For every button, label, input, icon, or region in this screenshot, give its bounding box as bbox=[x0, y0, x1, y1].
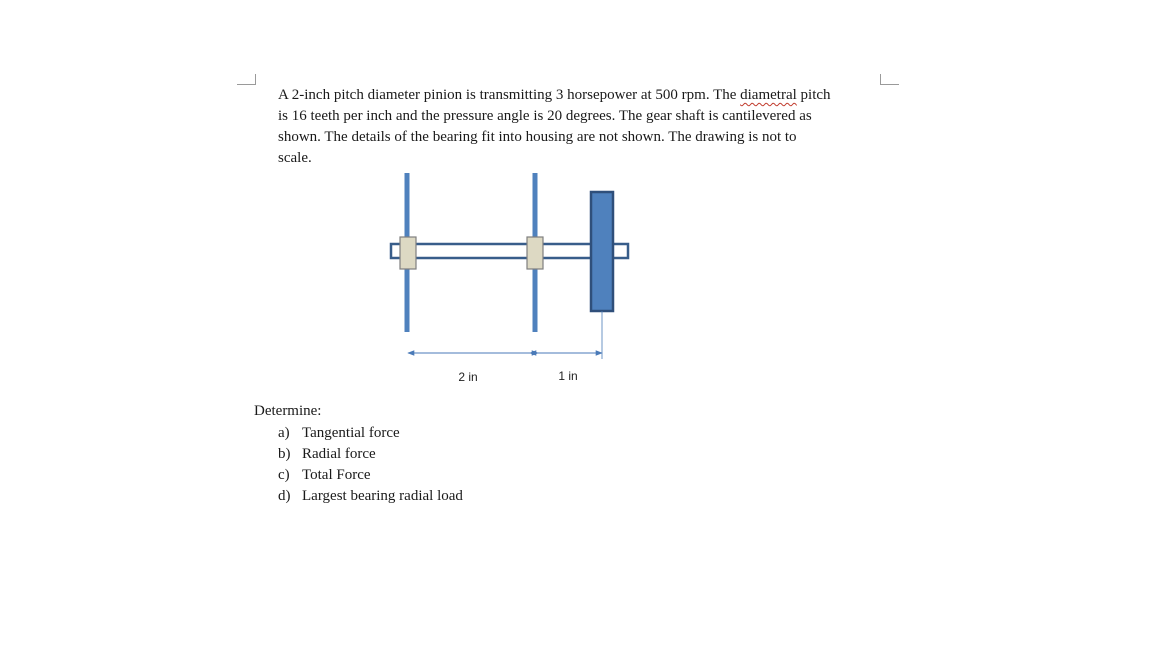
dimension-label-1in: 1 in bbox=[558, 369, 578, 383]
question-item-c bbox=[278, 465, 463, 486]
question-letter: a) bbox=[278, 425, 290, 441]
question-text: Tangential force bbox=[302, 425, 400, 441]
question-text: Radial force bbox=[302, 446, 376, 462]
question-letter: d) bbox=[278, 488, 291, 504]
right-bearing bbox=[527, 237, 543, 269]
spellcheck-flagged-word[interactable]: diametral bbox=[740, 87, 797, 103]
problem-line-2: is 16 teeth per inch and the pressure angle is 20 degrees. The gear shaft is cantilevered as bbox=[278, 108, 812, 124]
question-letter: c) bbox=[278, 467, 290, 483]
question-item-b bbox=[278, 444, 463, 465]
pinion-gear bbox=[591, 192, 613, 311]
question-text: Total Force bbox=[302, 467, 371, 483]
question-item-a bbox=[278, 423, 463, 444]
question-letter: b) bbox=[278, 446, 291, 462]
problem-line-1-start: A 2-inch pitch diameter pinion is transmitting 3 horsepower at 500 rpm. The bbox=[278, 87, 741, 103]
problem-line-3: shown. The details of the bearing fit into housing are not shown. The drawing is not to bbox=[278, 129, 797, 145]
questions-heading: Determine: bbox=[254, 403, 322, 419]
question-text: Largest bearing radial load bbox=[302, 488, 463, 504]
problem-line-1-end: pitch bbox=[796, 87, 831, 103]
question-item-d bbox=[278, 486, 463, 507]
question-list bbox=[278, 423, 463, 507]
dimension-label-2in: 2 in bbox=[458, 370, 478, 384]
problem-line-4: scale. bbox=[278, 150, 312, 166]
left-bearing bbox=[400, 237, 416, 269]
